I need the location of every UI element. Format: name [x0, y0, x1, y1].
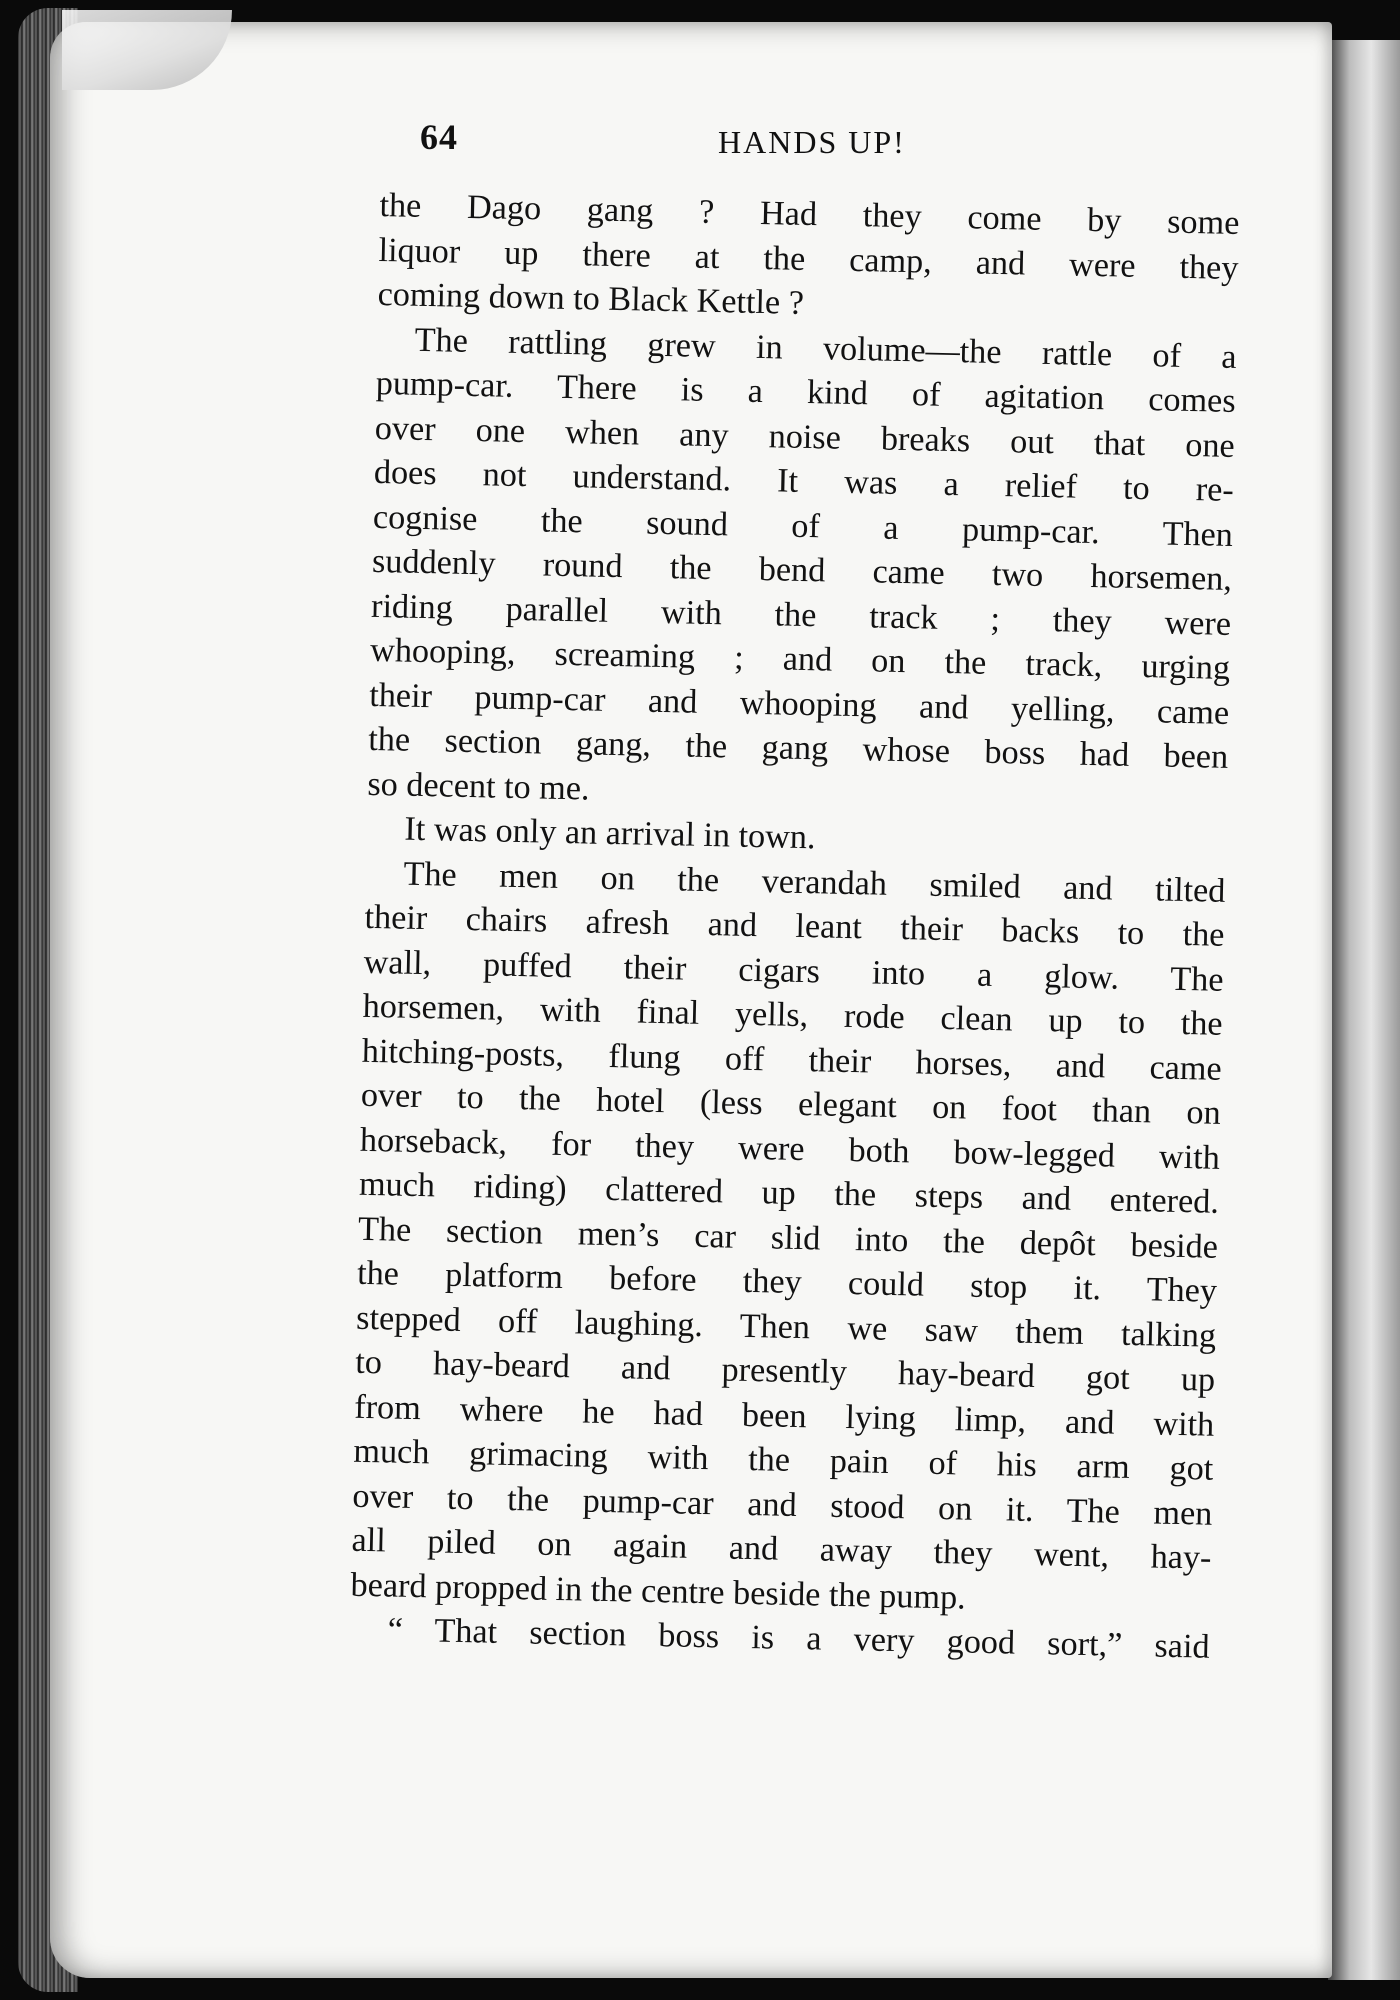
text-line: all piled on again and away they went, hay- — [351, 1521, 1212, 1577]
text-line: their pump-car and whooping and yelling, came — [368, 676, 1230, 732]
text-line: whooping, screaming ; and on the track, urging — [369, 631, 1231, 687]
text-line: pump-car. There is a kind of agitation comes — [375, 364, 1237, 420]
text-line: over to the hotel (less elegant on foot than on — [360, 1076, 1222, 1132]
text-line: riding parallel with the track ; they were — [370, 587, 1232, 643]
text-line: over to the pump-car and stood on it. The men — [352, 1477, 1213, 1533]
text-line: horseback, for they were both bow-legged with — [359, 1121, 1221, 1177]
page-header — [420, 116, 980, 176]
text-line: It was only an arrival in town. — [404, 810, 816, 857]
text-line: the platform before they could stop it. They — [356, 1254, 1218, 1310]
text-line: horsemen, with final yells, rode clean up to the — [362, 987, 1223, 1043]
text-line: to hay-beard and presently hay-beard got up — [354, 1343, 1216, 1399]
text-line: the Dago gang ? Had they come by some — [379, 186, 1240, 243]
running-title: HANDS UP! — [718, 124, 906, 160]
text-line: much grimacing with the pain of his arm got — [353, 1432, 1214, 1488]
text-line: their chairs afresh and leant their backs to the — [364, 898, 1225, 954]
text-line: stepped off laughing. Then we saw them talking — [355, 1299, 1217, 1355]
text-line: The rattling grew in volume—the rattle of a — [414, 321, 1237, 376]
text-line: The men on the verandah smiled and tilted — [403, 855, 1226, 910]
text-line: “ That section boss is a very good sort,” said — [387, 1611, 1210, 1666]
text-line: from where he had been lying limp, and with — [354, 1388, 1215, 1444]
body-text — [349, 184, 1240, 1670]
page-number: 64 — [420, 117, 458, 157]
text-line: beard propped in the centre beside the pump. — [350, 1566, 967, 1617]
text-line: the section gang, the gang whose boss had been — [367, 720, 1229, 776]
text-line: much riding) clattered up the steps and entered. — [358, 1165, 1220, 1221]
text-line: so decent to me. — [367, 765, 590, 808]
text-line: hitching-posts, flung off their horses, and came — [361, 1032, 1223, 1088]
text-line: The section men’s car slid into the depôt beside — [357, 1210, 1219, 1266]
text-line: over one when any noise breaks out that one — [374, 409, 1236, 465]
text-line: coming down to Black Kettle ? — [377, 275, 805, 322]
text-line: liquor up there at the camp, and were they — [378, 231, 1239, 287]
text-line: does not understand. It was a relief to re- — [373, 453, 1235, 509]
text-line: wall, puffed their cigars into a glow. The — [363, 943, 1224, 999]
page-edges-right — [1328, 40, 1400, 1980]
text-line: cognise the sound of a pump-car. Then — [372, 498, 1234, 554]
text-line: suddenly round the bend came two horsemen, — [371, 542, 1233, 598]
